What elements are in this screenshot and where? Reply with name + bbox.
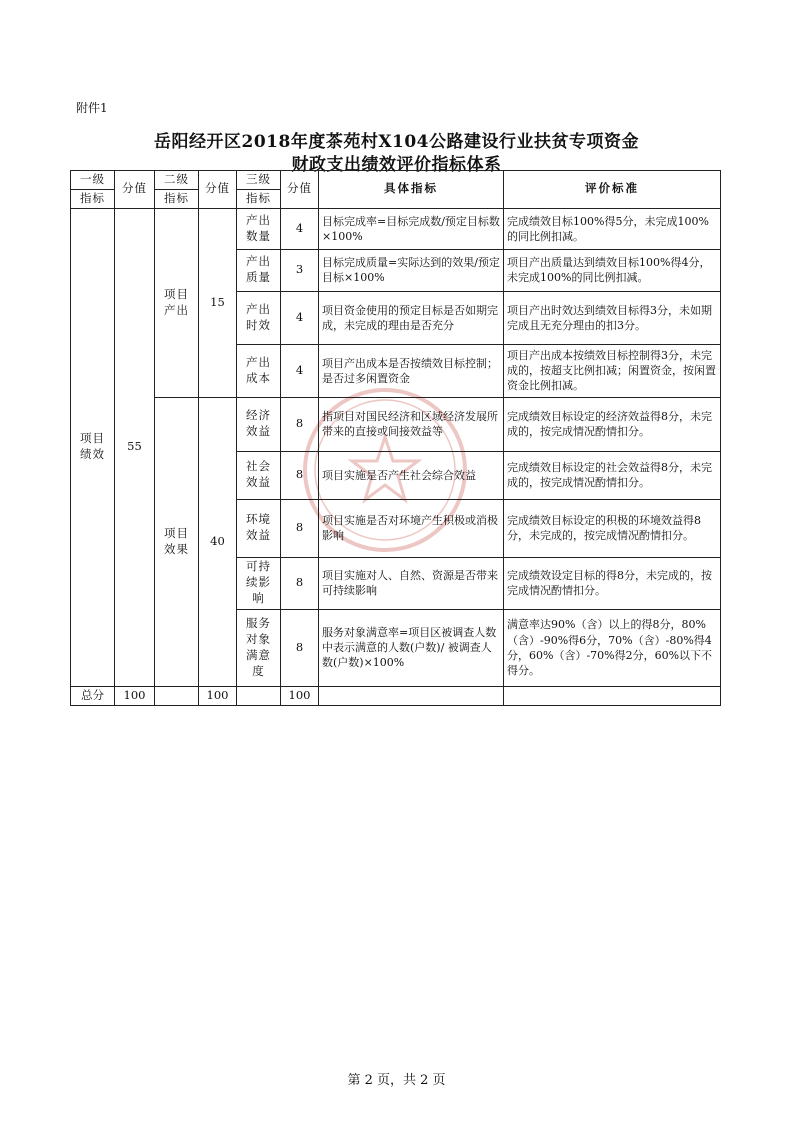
- level3-name: 环境 效益: [237, 499, 281, 557]
- level3-score: 4: [281, 291, 319, 344]
- level2-name: 项目 效果: [155, 397, 199, 686]
- header-specific: 具体指标: [319, 171, 504, 209]
- level2-score: 15: [199, 208, 237, 397]
- page-number: 第 2 页，共 2 页: [347, 1073, 446, 1088]
- total-label: 总分: [71, 686, 115, 705]
- empty-cell: [155, 686, 199, 705]
- header-level3-bottom: 指标: [237, 189, 281, 208]
- evaluation-criteria: 完成绩效目标100%得5分，未完成100%的同比例扣减。: [504, 208, 721, 249]
- specific-indicator: 项目实施是否产生社会综合效益: [319, 451, 504, 499]
- table-row: [71, 208, 721, 249]
- empty-cell: [237, 686, 281, 705]
- level3-name: 经济 效益: [237, 397, 281, 451]
- evaluation-criteria: 完成绩效目标设定的社会效益得8分，未完成的，按完成情况酌情扣分。: [504, 451, 721, 499]
- level3-score: 3: [281, 249, 319, 291]
- evaluation-criteria: 完成绩效目标设定的经济效益得8分，未完成的，按完成情况酌情扣分。: [504, 397, 721, 451]
- evaluation-criteria: 完成绩效设定目标的得8分，未完成的，按完成情况酌情扣分。: [504, 557, 721, 609]
- level3-score: 8: [281, 451, 319, 499]
- level3-score: 4: [281, 344, 319, 397]
- level2-score: 40: [199, 397, 237, 686]
- attachment-label: 附件1: [76, 101, 108, 115]
- level3-score: 8: [281, 397, 319, 451]
- level3-name: 产出 时效: [237, 291, 281, 344]
- header-level1-bottom: 指标: [71, 189, 115, 208]
- level1-score: 55: [115, 208, 155, 686]
- specific-indicator: 项目资金使用的预定目标是否如期完成，未完成的理由是否充分: [319, 291, 504, 344]
- total-score2: 100: [199, 686, 237, 705]
- header-level3-top: 三级: [237, 171, 281, 190]
- level3-name: 服务 对象 满意 度: [237, 609, 281, 686]
- level3-score: 8: [281, 499, 319, 557]
- total-score3: 100: [281, 686, 319, 705]
- level3-name: 产出 数量: [237, 208, 281, 249]
- empty-cell: [504, 686, 721, 705]
- indicator-table: [70, 170, 721, 706]
- header-row: [71, 171, 721, 190]
- document-subtitle: 财政支出绩效评价指标体系: [291, 155, 502, 175]
- header-criteria: 评价标准: [504, 171, 721, 209]
- table-row: [71, 397, 721, 451]
- header-score2: 分值: [199, 171, 237, 209]
- specific-indicator: 项目实施对人、自然、资源是否带来可持续影响: [319, 557, 504, 609]
- document-title: 岳阳经开区2018年度茶苑村X104公路建设行业扶贫专项资金: [154, 132, 639, 152]
- evaluation-criteria: 项目产出时效达到绩效目标得3分，未如期完成且无充分理由的扣3分。: [504, 291, 721, 344]
- total-row: [71, 686, 721, 705]
- specific-indicator: 项目产出成本是否按绩效目标控制；是否过多闲置资金: [319, 344, 504, 397]
- header-score1: 分值: [115, 171, 155, 209]
- level1-name: 项目 绩效: [71, 208, 115, 686]
- header-level2-top: 二级: [155, 171, 199, 190]
- level3-score: 8: [281, 609, 319, 686]
- level3-name: 产出 质量: [237, 249, 281, 291]
- evaluation-criteria: 项目产出质量达到绩效目标100%得4分，未完成100%的同比例扣减。: [504, 249, 721, 291]
- level3-score: 8: [281, 557, 319, 609]
- evaluation-criteria: 完成绩效目标设定的积极的环境效益得8分，未完成的，按完成情况酌情扣分。: [504, 499, 721, 557]
- header-level1-top: 一级: [71, 171, 115, 190]
- level3-score: 4: [281, 208, 319, 249]
- specific-indicator: 目标完成率=目标完成数/预定目标数×100%: [319, 208, 504, 249]
- specific-indicator: 服务对象满意率=项目区被调查人数中表示满意的人数(户数)/ 被调查人数(户数)×100%: [319, 609, 504, 686]
- evaluation-criteria: 项目产出成本按绩效目标控制得3分，未完成的，按超支比例扣减；闲置资金，按闲置资金比例扣减。: [504, 344, 721, 397]
- evaluation-criteria: 满意率达90%（含）以上的得8分，80%（含）-90%得6分，70%（含）-80%得4分，60%（含）-70%得2分，60%以下不得分。: [504, 609, 721, 686]
- specific-indicator: 指项目对国民经济和区域经济发展所带来的直接或间接效益等: [319, 397, 504, 451]
- level2-name: 项目 产出: [155, 208, 199, 397]
- header-score3: 分值: [281, 171, 319, 209]
- header-level2-bottom: 指标: [155, 189, 199, 208]
- level3-name: 产出 成本: [237, 344, 281, 397]
- level3-name: 可持 续影 响: [237, 557, 281, 609]
- specific-indicator: 目标完成质量=实际达到的效果/预定目标×100%: [319, 249, 504, 291]
- empty-cell: [319, 686, 504, 705]
- total-score1: 100: [115, 686, 155, 705]
- level3-name: 社会 效益: [237, 451, 281, 499]
- specific-indicator: 项目实施是否对环境产生积极或消极影响: [319, 499, 504, 557]
